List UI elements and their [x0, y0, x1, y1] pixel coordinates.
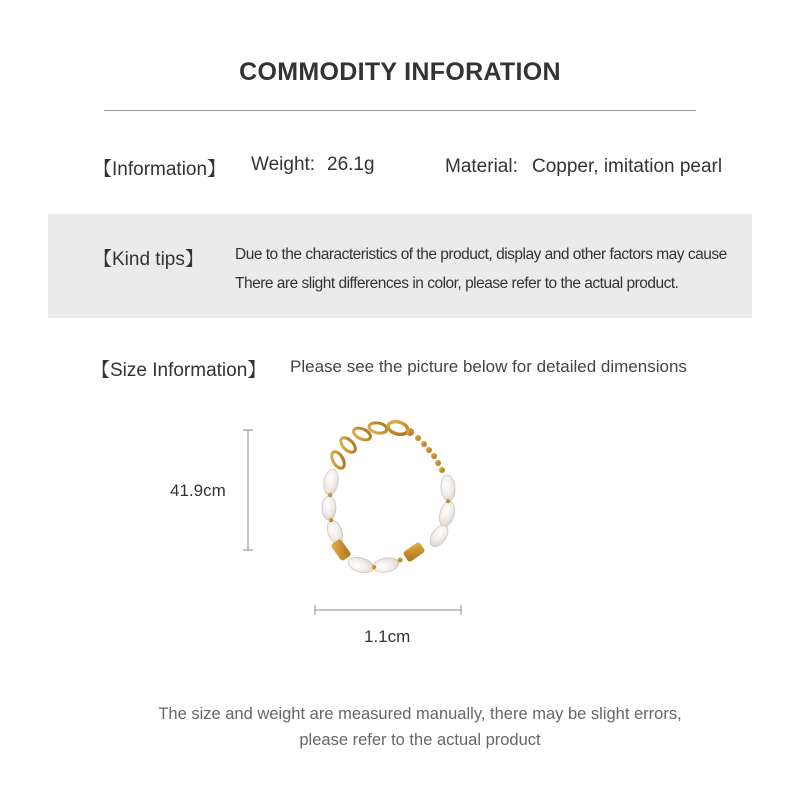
footer-line-1: The size and weight are measured manually, there may be slight errors,	[158, 705, 682, 723]
size-information-label: 【Size Information】	[91, 360, 267, 381]
weight-value: 26.1g	[327, 154, 375, 175]
width-dimension-label: 1.1cm	[364, 627, 411, 646]
material-value: Copper, imitation pearl	[532, 156, 723, 177]
kind-tips-label: 【Kind tips】	[93, 249, 204, 270]
height-dimension-line	[240, 428, 256, 554]
kind-tips-line-2: There are slight differences in color, please refer to the actual product.	[235, 275, 679, 292]
width-dimension-line	[312, 603, 466, 617]
page-title: COMMODITY INFORATION	[239, 58, 561, 86]
bracelet-image	[300, 410, 480, 590]
height-dimension-label: 41.9cm	[170, 481, 226, 500]
information-label: 【Information】	[93, 159, 227, 180]
kind-tips-line-1: Due to the characteristics of the product, display and other factors may cause	[235, 246, 727, 263]
title-divider	[104, 110, 696, 111]
weight-label: Weight:	[251, 154, 316, 175]
footer-line-2: please refer to the actual product	[299, 731, 541, 749]
material-label: Material:	[445, 156, 518, 177]
size-information-note: Please see the picture below for detailed dimensions	[290, 357, 687, 376]
